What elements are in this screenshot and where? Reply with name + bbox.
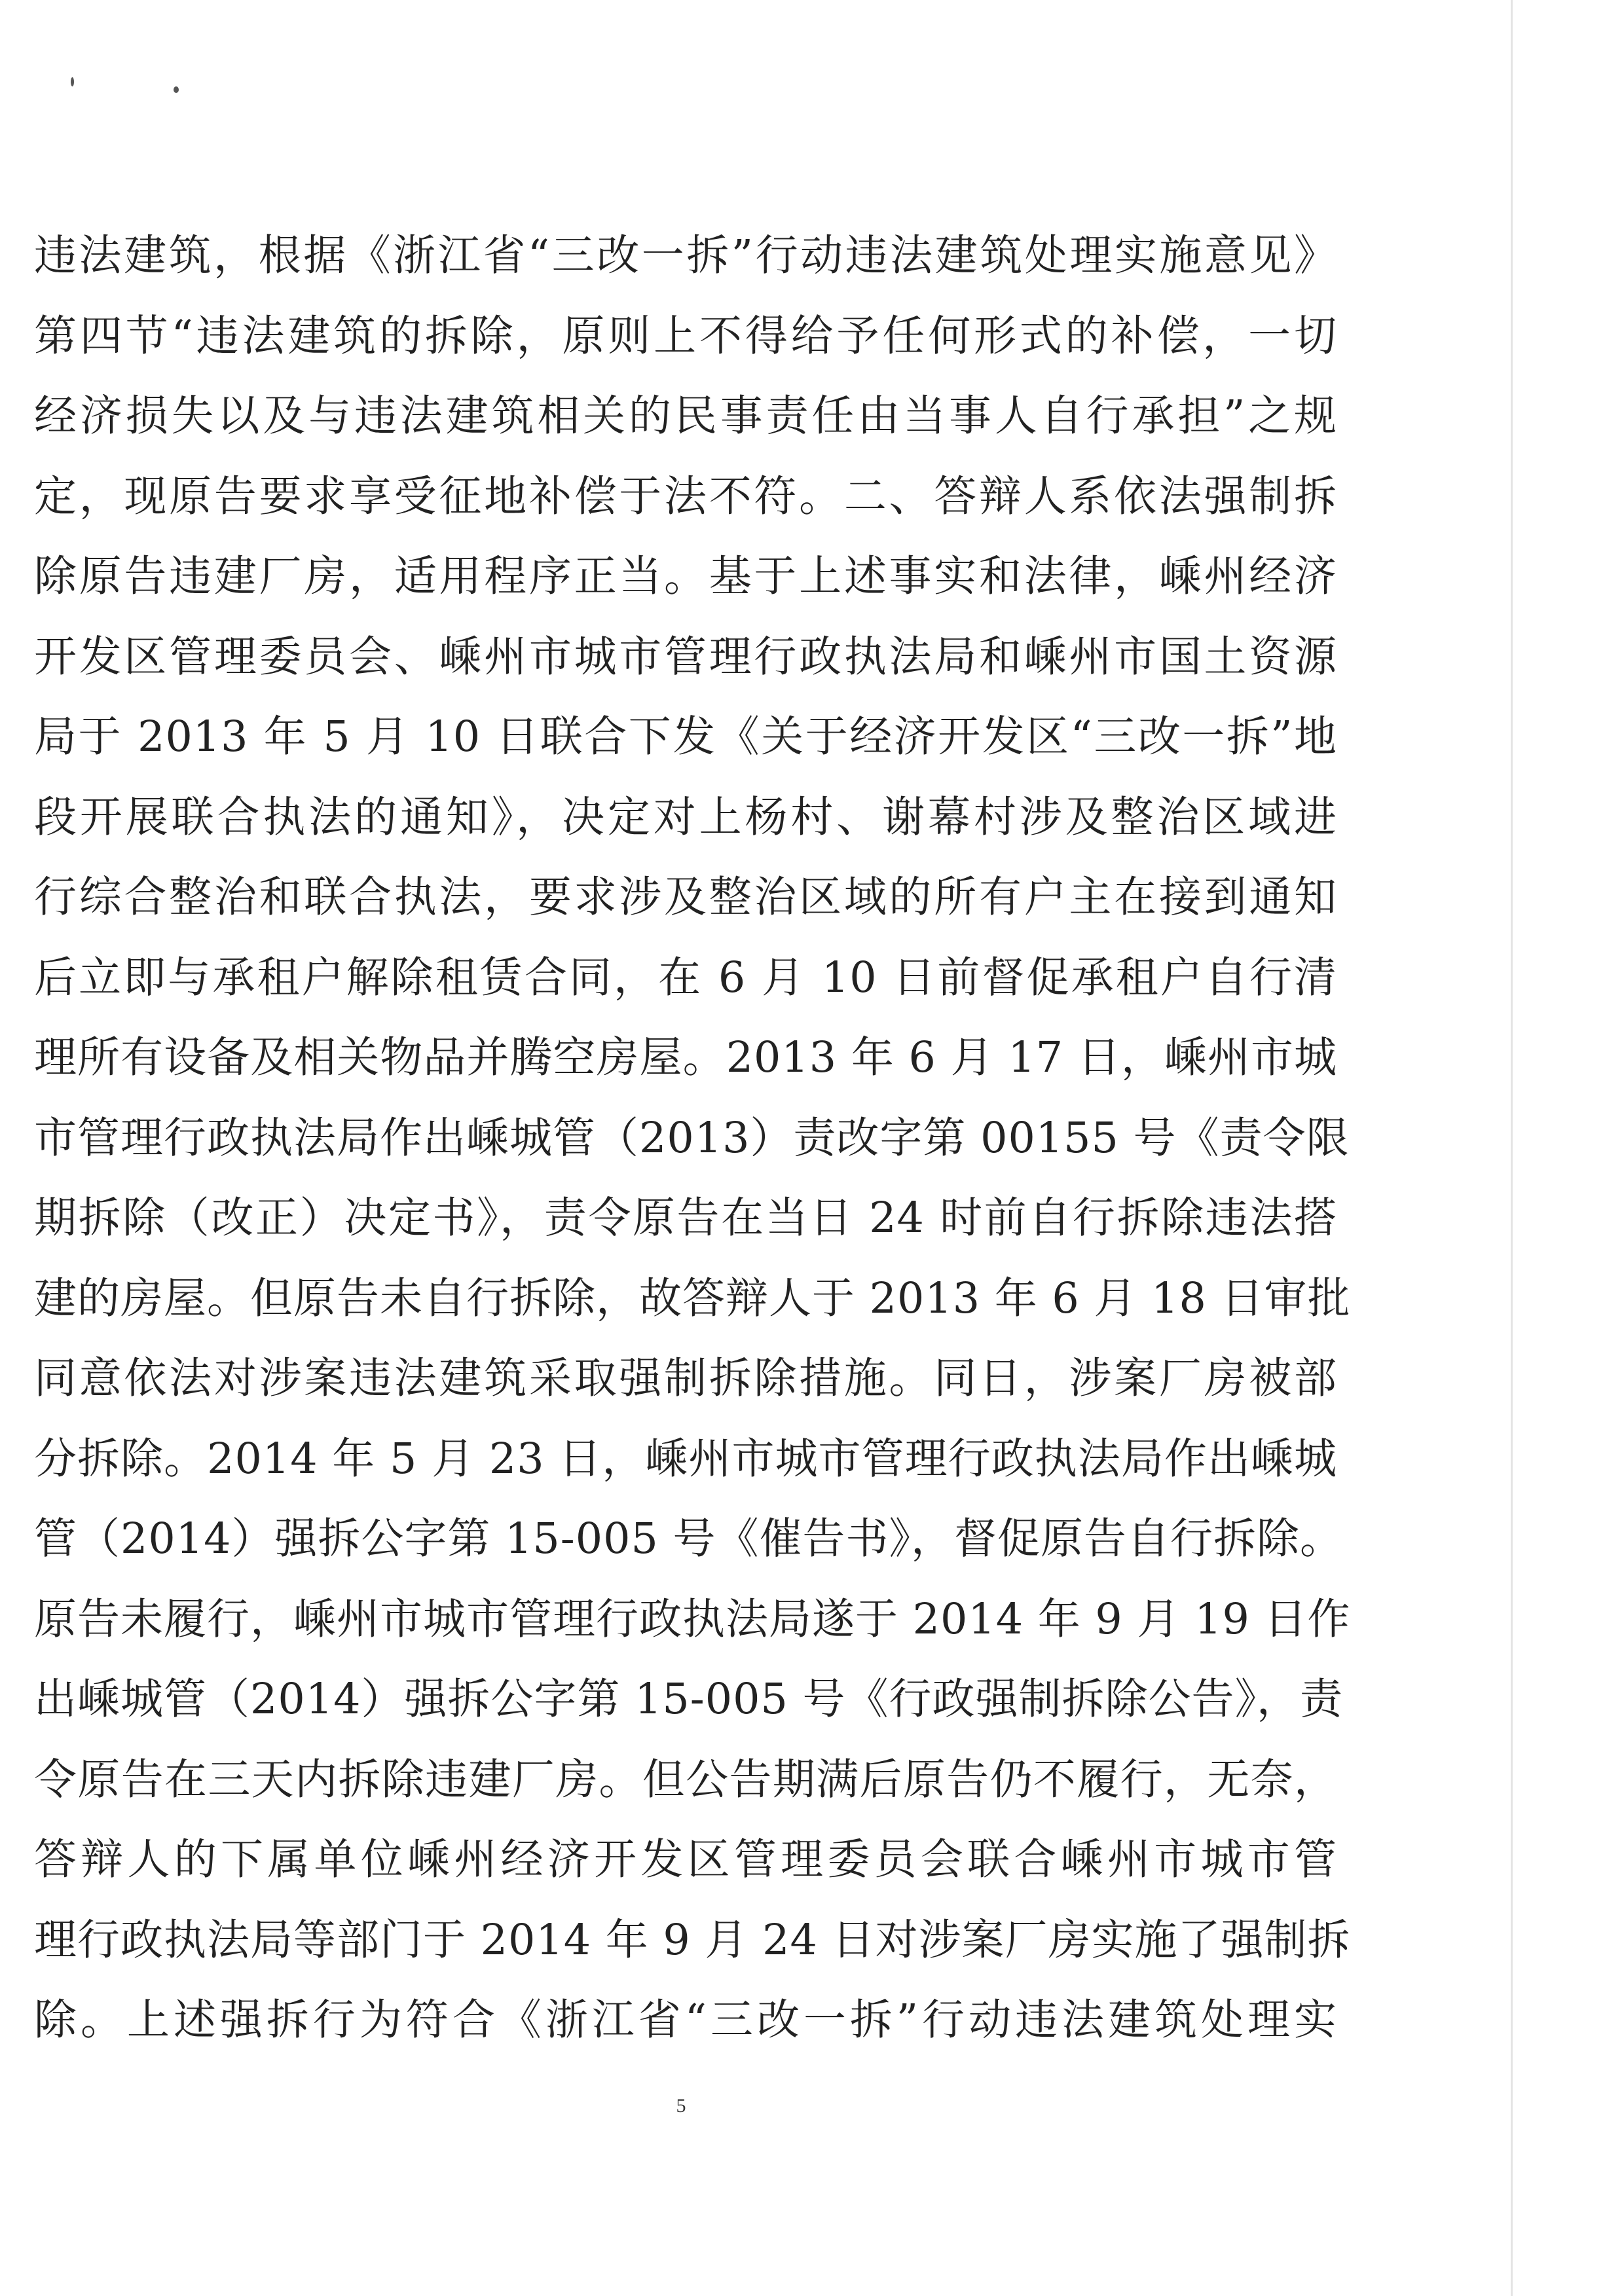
text-line: 市管理行政执法局作出嵊城管（2013）责改字第 00155 号《责令限 bbox=[34, 1113, 1350, 1163]
text-line: 局于 2013 年 5 月 10 日联合下发《关于经济开发区“三改一拆”地 bbox=[34, 712, 1337, 761]
text-line: 期拆除（改正）决定书》，责令原告在当日 24 时前自行拆除违法搭 bbox=[34, 1194, 1337, 1243]
text-line: 经济损失以及与违法建筑相关的民事责任由当事人自行承担”之规 bbox=[34, 392, 1337, 441]
text-line: 原告未履行，嵊州市城市管理行政执法局遂于 2014 年 9 月 19 日作 bbox=[34, 1594, 1351, 1644]
text-line: 行综合整治和联合执法，要求涉及整治区域的所有户主在接到通知 bbox=[34, 873, 1337, 922]
text-line: 出嵊城管（2014）强拆公字第 15-005 号《行政强制拆除公告》，责 bbox=[34, 1675, 1343, 1724]
text-line: 除。上述强拆行为符合《浙江省“三改一拆”行动违法建筑处理实 bbox=[34, 1995, 1337, 2045]
document-body bbox=[34, 216, 1351, 2061]
page-number: 5 bbox=[676, 2095, 686, 2117]
text-line: 第四节“违法建筑的拆除，原则上不得给予任何形式的补偿，一切 bbox=[34, 311, 1337, 361]
text-line: 开发区管理委员会、嵊州市城市管理行政执法局和嵊州市国土资源 bbox=[34, 632, 1337, 682]
text-line: 理行政执法局等部门于 2014 年 9 月 24 日对涉案厂房实施了强制拆 bbox=[34, 1915, 1351, 1965]
text-line: 管（2014）强拆公字第 15-005 号《催告书》，督促原告自行拆除。 bbox=[34, 1514, 1343, 1563]
text-line: 答辩人的下属单位嵊州经济开发区管理委员会联合嵊州市城市管 bbox=[34, 1835, 1337, 1884]
text-line: 除原告违建厂房，适用程序正当。基于上述事实和法律，嵊州经济 bbox=[34, 552, 1337, 601]
text-line: 令原告在三天内拆除违建厂房。但公告期满后原告仍不履行，无奈， bbox=[34, 1755, 1337, 1804]
text-line: 理所有设备及相关物品并腾空房屋。2013 年 6 月 17 日，嵊州市城 bbox=[34, 1033, 1337, 1082]
text-line: 后立即与承租户解除租赁合同，在 6 月 10 日前督促承租户自行清 bbox=[34, 953, 1337, 1002]
text-line: 分拆除。2014 年 5 月 23 日，嵊州市城市管理行政执法局作出嵊城 bbox=[34, 1434, 1337, 1484]
text-line: 同意依法对涉案违法建筑采取强制拆除措施。同日，涉案厂房被部 bbox=[34, 1354, 1337, 1403]
text-line: 建的房屋。但原告未自行拆除，故答辩人于 2013 年 6 月 18 日审批 bbox=[34, 1273, 1351, 1323]
scan-edge-line bbox=[1511, 0, 1513, 2296]
text-line: 违法建筑，根据《浙江省“三改一拆”行动违法建筑处理实施意见》 bbox=[34, 231, 1337, 280]
scan-speck bbox=[174, 86, 179, 93]
text-line: 段开展联合执法的通知》，决定对上杨村、谢幕村涉及整治区域进 bbox=[34, 792, 1337, 842]
text-line: 定，现原告要求享受征地补偿于法不符。二、答辩人系依法强制拆 bbox=[34, 471, 1337, 521]
scan-speck bbox=[71, 77, 74, 86]
